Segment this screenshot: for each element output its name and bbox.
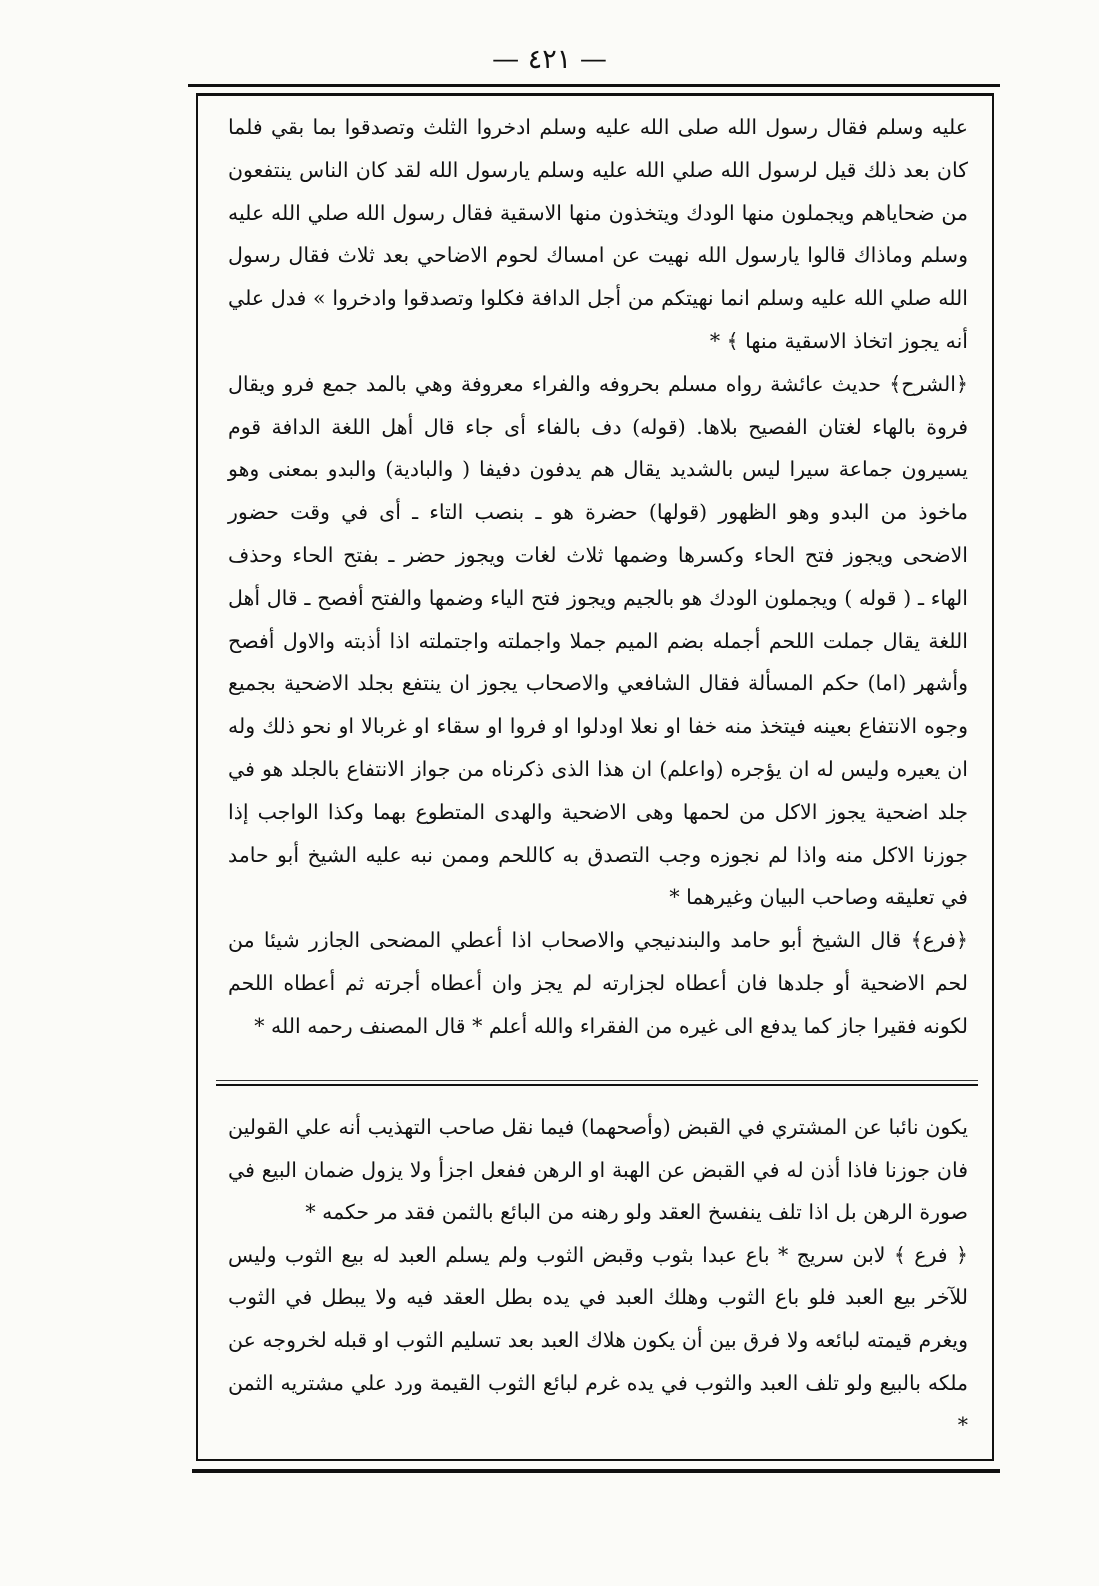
main-paragraph: عليه وسلم فقال رسول الله صلى الله عليه وسلم ادخروا الثلث وتصدقوا بما بقي فلما كان بعد ذلك قيل لرسول الله صلي الله عليه وسلم يارسول الله لقد كان الناس ينتفعون من ضحاياهم ويجملون منها الودك ويتخذون منها الاسقية فقال رسول الله صلي الله عليه وسلم وماذاك قالوا يارسول الله نهيت عن امساك لحوم الاضاحي بعد ثلاث فقال رسول الله صلي الله عليه وسلم انما نهيتكم من أجل الدافة فكلوا وتصدقوا وادخروا » فدل علي أنه يجوز اتخاذ الاسقية منها ﴾ *: [228, 115, 968, 353]
footnote-divider: [216, 1084, 978, 1086]
page-number: — ٤٢١ —: [492, 44, 607, 75]
frame-bottom-rule: [192, 1469, 1000, 1473]
footnote-paragraph: ﴿ فرع ﴾ لابن سريج * باع عبدا بثوب وقبض الثوب ولم يسلم العبد له بيع الثوب وليس للآخر بيع العبد فلو باع الثوب وهلك العبد في يده بطل العقد فيه ولا يبطل في الثوب ويغرم قيمته لبائعه ولا فرق بين أن يكون هلاك العبد بعد تسليم الثوب او قبله لخروجه عن ملكه بالبيع ولو تلف العبد والثوب في يده غرم لبائع الثوب القيمة ورد علي مشتريه الثمن *: [228, 1242, 968, 1438]
main-paragraph: ﴿الشرح﴾ حديث عائشة رواه مسلم بحروفه والفراء معروفة وهي بالمد جمع فرو ويقال فروة بالهاء لغتان الفصيح بلاها. (قوله) دف بالفاء أى جاء قال أهل اللغة الدافة قوم يسيرون جماعة سيرا ليس بالشديد يقال هم يدفون دفيفا ( والبادية) والبدو بمعنى وهو ماخوذ من البدو وهو الظهور (قولها) حضرة هو ـ بنصب التاء ـ أى في وقت حضور الاضحى ويجوز فتح الحاء وكسرها وضمها ثلاث لغات ويجوز حضر ـ بفتح الحاء وحذف الهاء ـ ( قوله ) ويجملون الودك هو بالجيم ويجوز فتح الياء وضمها والفتح أفصح ـ قال أهل اللغة يقال جملت اللحم أجمله بضم الميم جملا واجملته واجتملته اذا أذبته والاول أفصح وأشهر (اما) حكم المسألة فقال الشافعي والاصحاب يجوز ان ينتفع بجلد الاضحية بجميع وجوه الانتفاع بعينه فيتخذ منه خفا او نعلا اودلوا او فروا او سقاء او غربالا او نحو ذلك وله ان يعيره وليس له ان يؤجره (واعلم) ان هذا الذى ذكرناه من جواز الانتفاع بالجلد هو في جلد اضحية يجوز الاكل من لحمها وهى الاضحية والهدى المتطوع بهما وكذا الواجب إذا جوزنا الاكل منه واذا لم نجوزه وجب التصدق به كاللحم وممن نبه عليه الشيخ أبو حامد في تعليقه وصاحب البيان وغيرهما *: [228, 371, 968, 910]
footnote-paragraph: يكون نائبا عن المشتري في القبض (وأصحهما) فيما نقل صاحب التهذيب أنه علي القولين فان جوزنا فاذا أذن له في القبض عن الهبة او الرهن ففعل اجزأ ولا يزول ضمان البيع في صورة الرهن بل اذا تلف ينفسخ العقد ولو رهنه من البائع بالثمن فقد مر حكمه *: [228, 1115, 968, 1225]
page-border: [196, 93, 994, 1461]
main-text-block: [228, 106, 968, 1048]
main-paragraph: ﴿فرع﴾ قال الشيخ أبو حامد والبندنيجي والاصحاب اذا أعطي المضحى الجازر شيئا من لحم الاضحية أو جلدها فان أعطاه لجزارته لم يجز وان أعطاه أجرته ثم أعطاه اللحم لكونه فقيرا جاز كما يدفع الى غيره من الفقراء والله أعلم * قال المصنف رحمه الله *: [228, 928, 968, 1038]
page-frame: [188, 84, 1000, 1467]
footnote-text-block: [228, 1106, 968, 1447]
